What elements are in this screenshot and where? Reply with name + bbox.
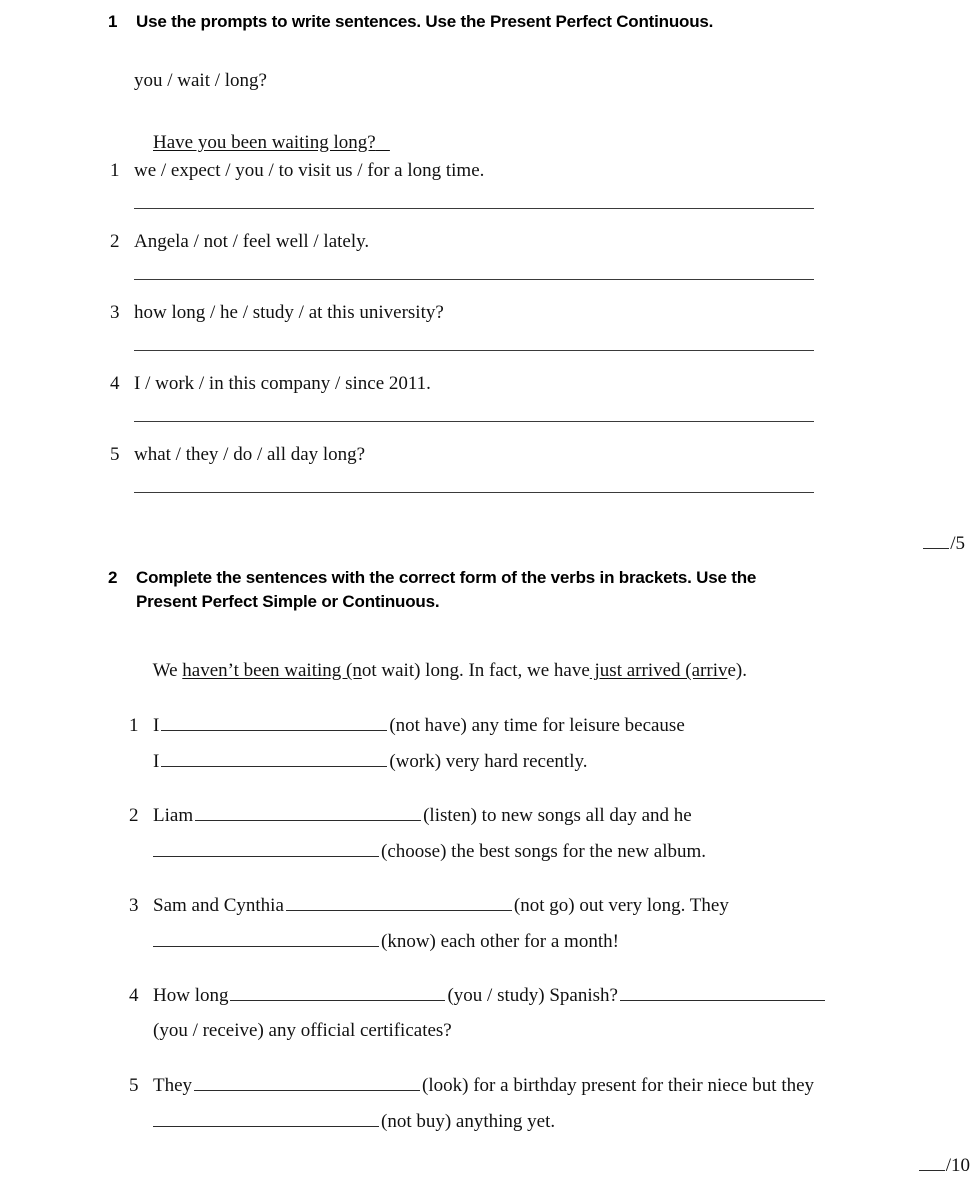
item-number: 4 (110, 373, 120, 394)
score-total: /10 (945, 1155, 970, 1176)
example-answer-2: just arrived (arriv (589, 660, 728, 681)
example-tail: e). (727, 660, 747, 681)
exercise-1-instruction: Use the prompts to write sentences. Use the Present Perfect Continuous. (136, 12, 714, 31)
exercise-1-example-prompt: you / wait / long? (134, 70, 267, 91)
exercise-1-answer-line-3[interactable] (134, 350, 814, 351)
item-prompt: Angela / not / feel well / lately. (134, 231, 370, 252)
exercise-2-instruction-line-2: Present Perfect Simple or Continuous. (136, 592, 440, 611)
exercise-2-item-5-line-2 (134, 1082, 555, 1161)
exercise-1-answer-line-2[interactable] (134, 279, 814, 280)
score-blank-line[interactable] (923, 533, 949, 549)
item-number: 5 (110, 444, 120, 465)
exercise-2-heading (108, 566, 918, 614)
item-text-after: (not buy) anything yet. (381, 1111, 556, 1133)
answer-blank[interactable] (153, 928, 379, 947)
item-text-after: (not have) any time for leisure because (389, 715, 685, 737)
exercise-1-item-5 (110, 442, 870, 468)
item-number: 1 (110, 160, 120, 181)
item-text-before: Sam and Cynthia (153, 895, 284, 917)
exercise-1-item-1 (110, 158, 870, 184)
score-blank-line[interactable] (919, 1155, 945, 1171)
item-number: 2 (129, 805, 139, 827)
item-number: 4 (129, 985, 139, 1007)
answer-blank[interactable] (153, 1108, 379, 1127)
answer-blank[interactable] (153, 838, 379, 857)
item-text-after: (you / receive) any official certificates? (153, 1020, 452, 1041)
exercise-2-number: 2 (108, 568, 118, 587)
exercise-2-score (880, 1130, 970, 1202)
item-number: 3 (110, 302, 120, 323)
item-text-after: (not go) out very long. They (513, 895, 729, 917)
item-prompt: what / they / do / all day long? (134, 444, 366, 465)
exercise-1-item-4 (110, 371, 870, 397)
item-prompt: I / work / in this company / since 2011. (134, 373, 431, 394)
exercise-1-item-3 (110, 300, 870, 326)
exercise-1-answer-line-1[interactable] (134, 208, 814, 209)
item-number: 5 (129, 1075, 139, 1097)
exercise-1-number: 1 (108, 12, 118, 31)
item-prompt: we / expect / you / to visit us / for a long time. (134, 160, 485, 181)
example-answer-1: haven’t been waiting (n (182, 660, 362, 681)
example-mid: ot wait) long. In fact, we have (361, 660, 590, 681)
item-text-after: (listen) to new songs all day and he (423, 805, 692, 827)
exercise-2-instruction (136, 566, 918, 614)
exercise-1-item-2 (110, 229, 870, 255)
exercise-1-answer-line-5[interactable] (134, 492, 814, 493)
item-text-after: (know) each other for a month! (381, 931, 619, 953)
item-text-before: I (153, 751, 160, 773)
exercise-1-example-answer-text: Have you been waiting long? (153, 132, 376, 153)
item-text-before: Liam (153, 805, 194, 827)
item-number: 1 (129, 715, 139, 737)
item-text-before: They (153, 1075, 193, 1097)
item-text-after: (you / study) Spanish? (447, 985, 618, 1007)
example-lead: We (152, 660, 183, 681)
item-text-before: I (153, 715, 160, 737)
score-total: /5 (950, 533, 965, 554)
item-number: 2 (110, 231, 120, 252)
answer-blank-extra[interactable] (620, 982, 825, 1001)
item-text-after: (choose) the best songs for the new album. (381, 841, 707, 863)
item-text-before: How long (153, 985, 229, 1007)
item-text-after: (work) very hard recently. (389, 751, 588, 773)
item-prompt: how long / he / study / at this university? (134, 302, 444, 323)
exercise-1-heading (108, 10, 908, 34)
exercise-2-instruction-line-1: Complete the sentences with the correct form of the verbs in brackets. Use the (136, 568, 757, 587)
answer-blank[interactable] (161, 748, 387, 767)
item-number: 3 (129, 895, 139, 917)
exercise-1-answer-line-4[interactable] (134, 421, 814, 422)
item-text-after: (look) for a birthday present for their niece but they (422, 1075, 815, 1097)
exercise-1-example-answer-trail (376, 132, 390, 153)
